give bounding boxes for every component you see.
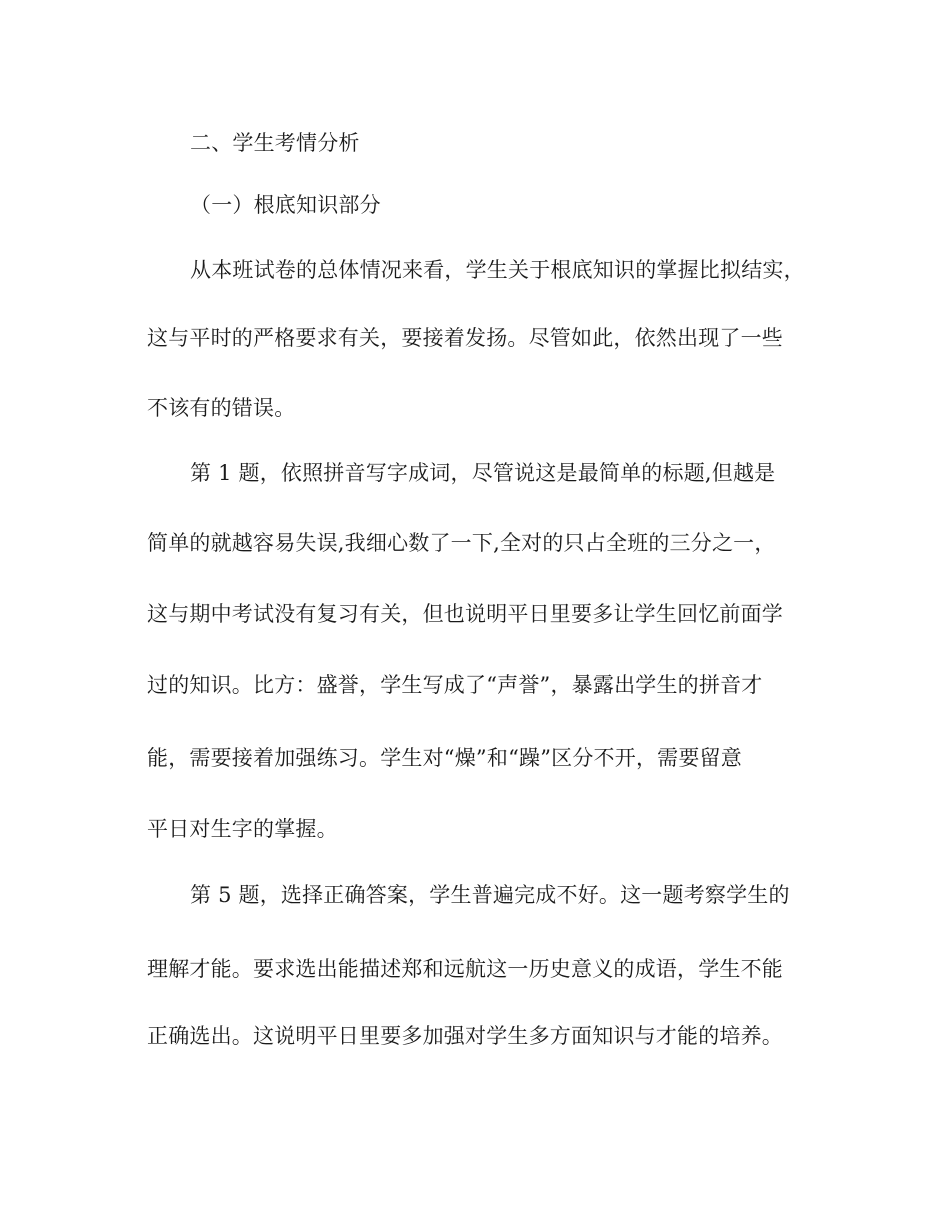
- paragraph-line: 正确选出。这说明平日里要多加强对学生多方面知识与才能的培养。: [147, 1024, 783, 1048]
- paragraph-line: 平日对生字的掌握。: [147, 817, 338, 841]
- section-heading: 二、学生考情分析: [190, 131, 360, 155]
- paragraph-line: 这与期中考试没有复习有关，但也说明平日里要多让学生回忆前面学: [147, 602, 783, 626]
- paragraph-line: 第 5 题，选择正确答案，学生普遍完成不好。这一题考察学生的: [190, 883, 790, 907]
- paragraph-line: 能，需要接着加强练习。学生对“燥”和“躁”区分不开，需要留意: [147, 746, 742, 770]
- subsection-heading: （一）根底知识部分: [190, 193, 381, 217]
- paragraph-line: 理解才能。要求选出能描述郑和远航这一历史意义的成语，学生不能: [147, 957, 783, 981]
- paragraph-line: 简单的就越容易失误,我细心数了一下,全对的只占全班的三分之一，: [147, 531, 776, 555]
- paragraph-line: 这与平时的严格要求有关，要接着发扬。尽管如此，依然出现了一些: [147, 326, 783, 350]
- paragraph-line: 第 1 题，依照拼音写字成词，尽管说这是最简单的标题,但越是: [190, 461, 776, 485]
- paragraph-line: 不该有的错误。: [147, 396, 296, 420]
- paragraph-line: 过的知识。比方：盛誉，学生写成了“声誉”，暴露出学生的拼音才: [147, 673, 763, 697]
- paragraph-line: 从本班试卷的总体情况来看，学生关于根底知识的掌握比拟结实，: [190, 258, 805, 282]
